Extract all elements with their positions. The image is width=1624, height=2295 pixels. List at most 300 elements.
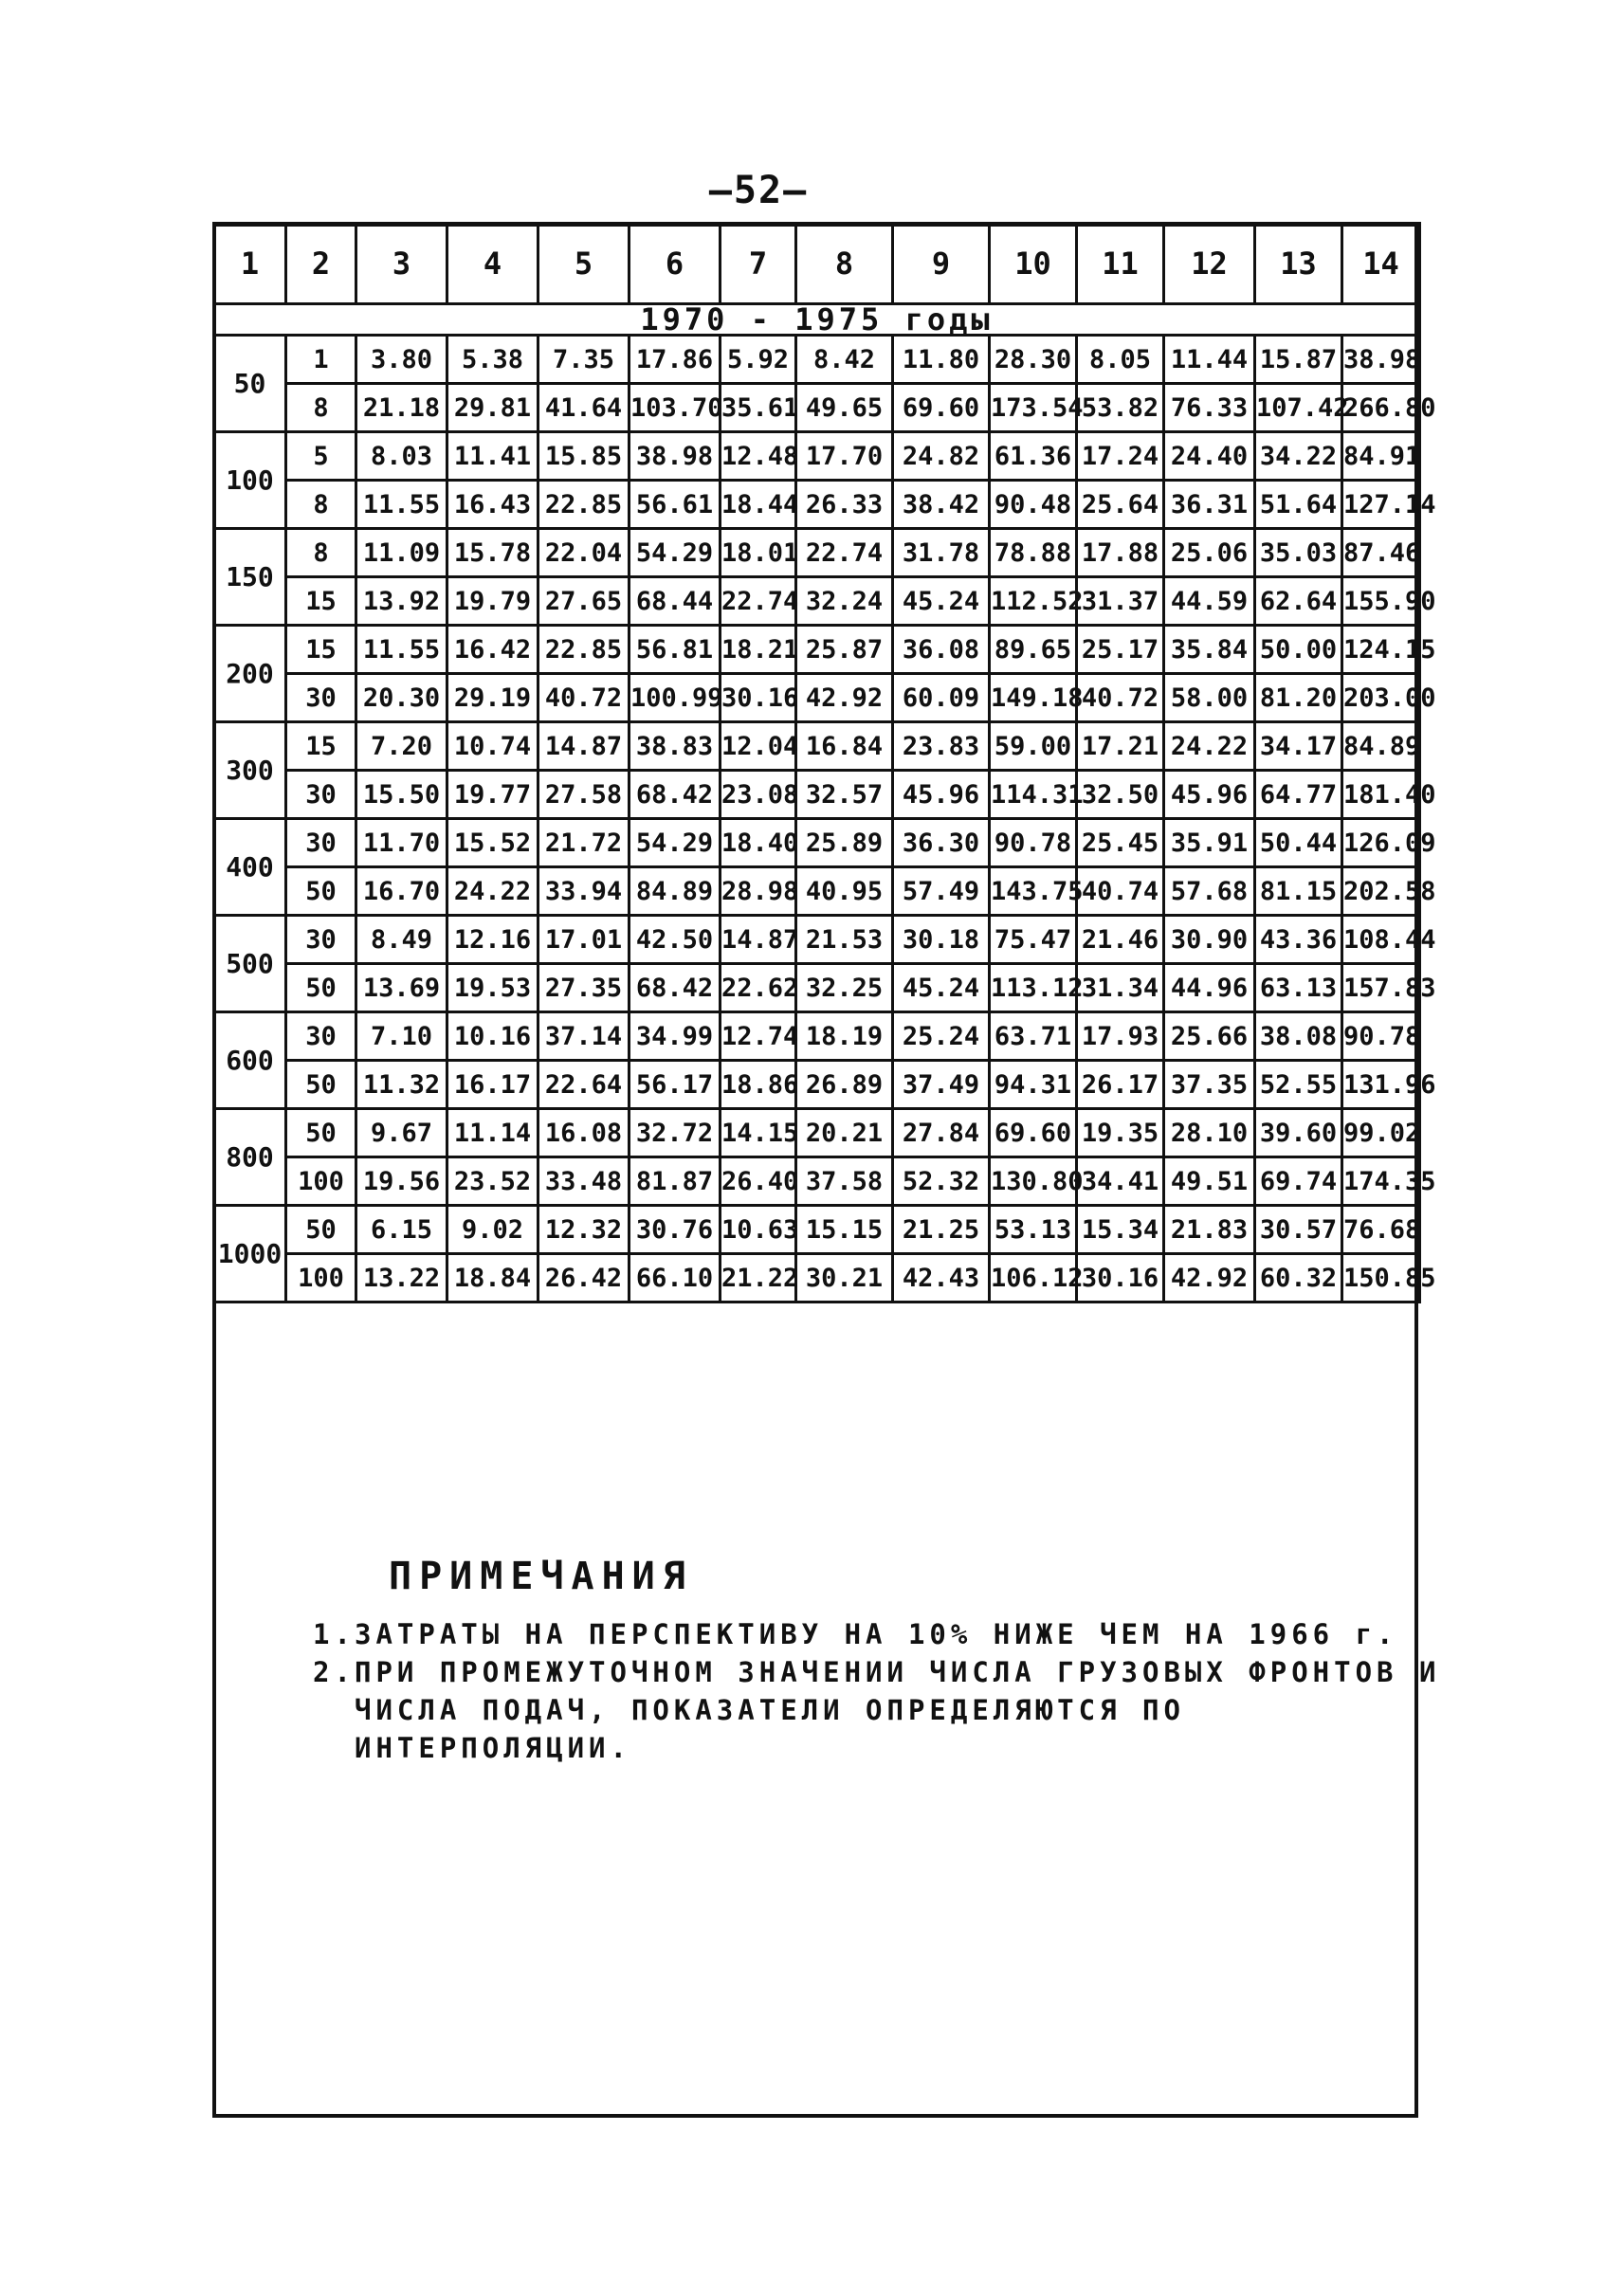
value-cell: 11.14	[447, 1109, 538, 1157]
value-cell: 21.18	[356, 384, 447, 432]
column-header: 10	[990, 224, 1077, 304]
capacity-cell: 500	[214, 916, 286, 1012]
column-header: 13	[1255, 224, 1342, 304]
value-cell: 84.91	[1342, 432, 1420, 481]
value-cell: 34.22	[1255, 432, 1342, 481]
value-cell: 38.83	[630, 722, 721, 771]
value-cell: 31.78	[893, 529, 990, 577]
value-cell: 28.10	[1164, 1109, 1255, 1157]
value-cell: 24.82	[893, 432, 990, 481]
value-cell: 28.30	[990, 336, 1077, 384]
value-cell: 29.81	[447, 384, 538, 432]
table-row	[214, 1254, 1420, 1302]
table-row	[214, 819, 1420, 867]
value-cell: 68.42	[630, 771, 721, 819]
value-cell: 112.52	[990, 577, 1077, 626]
table-row	[214, 481, 1420, 529]
table-row	[214, 1109, 1420, 1157]
value-cell: 28.98	[721, 867, 796, 916]
value-cell: 23.83	[893, 722, 990, 771]
value-cell: 106.12	[990, 1254, 1077, 1302]
notes-section	[313, 1555, 1451, 1767]
value-cell: 40.72	[538, 674, 630, 722]
value-cell: 35.61	[721, 384, 796, 432]
value-cell: 62.64	[1255, 577, 1342, 626]
value-cell: 32.72	[630, 1109, 721, 1157]
value-cell: 173.54	[990, 384, 1077, 432]
value-cell: 76.33	[1164, 384, 1255, 432]
value-cell: 18.44	[721, 481, 796, 529]
value-cell: 58.00	[1164, 674, 1255, 722]
value-cell: 18.01	[721, 529, 796, 577]
value-cell: 5.92	[721, 336, 796, 384]
value-cell: 24.22	[1164, 722, 1255, 771]
value-cell: 57.49	[893, 867, 990, 916]
value-cell: 30.16	[1077, 1254, 1164, 1302]
value-cell: 7.35	[538, 336, 630, 384]
value-cell: 42.43	[893, 1254, 990, 1302]
column-header: 1	[214, 224, 286, 304]
value-cell: 87.46	[1342, 529, 1420, 577]
value-cell: 30.57	[1255, 1206, 1342, 1254]
column-header: 9	[893, 224, 990, 304]
value-cell: 34.17	[1255, 722, 1342, 771]
value-cell: 37.49	[893, 1061, 990, 1109]
value-cell: 44.59	[1164, 577, 1255, 626]
value-cell: 54.29	[630, 819, 721, 867]
value-cell: 181.40	[1342, 771, 1420, 819]
value-cell: 130.80	[990, 1157, 1077, 1206]
value-cell: 89.65	[990, 626, 1077, 674]
value-cell: 14.87	[538, 722, 630, 771]
value-cell: 40.95	[796, 867, 893, 916]
table-row	[214, 867, 1420, 916]
value-cell: 107.42	[1255, 384, 1342, 432]
value-cell: 11.55	[356, 626, 447, 674]
table-row	[214, 674, 1420, 722]
value-cell: 13.22	[356, 1254, 447, 1302]
value-cell: 8.49	[356, 916, 447, 964]
data-table	[212, 222, 1436, 1303]
col2-cell: 50	[286, 1109, 356, 1157]
value-cell: 33.94	[538, 867, 630, 916]
table-row	[214, 1012, 1420, 1061]
value-cell: 54.29	[630, 529, 721, 577]
col2-cell: 30	[286, 819, 356, 867]
header-row	[214, 224, 1420, 304]
value-cell: 33.48	[538, 1157, 630, 1206]
value-cell: 63.71	[990, 1012, 1077, 1061]
value-cell: 14.15	[721, 1109, 796, 1157]
value-cell: 81.15	[1255, 867, 1342, 916]
value-cell: 11.55	[356, 481, 447, 529]
column-header: 8	[796, 224, 893, 304]
table-row	[214, 1206, 1420, 1254]
value-cell: 174.35	[1342, 1157, 1420, 1206]
col2-cell: 50	[286, 1206, 356, 1254]
value-cell: 11.41	[447, 432, 538, 481]
value-cell: 114.31	[990, 771, 1077, 819]
value-cell: 113.12	[990, 964, 1077, 1012]
value-cell: 34.41	[1077, 1157, 1164, 1206]
value-cell: 17.21	[1077, 722, 1164, 771]
value-cell: 9.67	[356, 1109, 447, 1157]
capacity-cell: 50	[214, 336, 286, 432]
value-cell: 32.50	[1077, 771, 1164, 819]
value-cell: 21.46	[1077, 916, 1164, 964]
value-cell: 94.31	[990, 1061, 1077, 1109]
value-cell: 37.35	[1164, 1061, 1255, 1109]
value-cell: 20.21	[796, 1109, 893, 1157]
value-cell: 25.24	[893, 1012, 990, 1061]
capacity-cell: 800	[214, 1109, 286, 1206]
column-header: 5	[538, 224, 630, 304]
value-cell: 24.22	[447, 867, 538, 916]
value-cell: 15.85	[538, 432, 630, 481]
value-cell: 149.18	[990, 674, 1077, 722]
col2-cell: 50	[286, 964, 356, 1012]
value-cell: 90.78	[1342, 1012, 1420, 1061]
col2-cell: 15	[286, 577, 356, 626]
value-cell: 27.65	[538, 577, 630, 626]
value-cell: 42.92	[1164, 1254, 1255, 1302]
value-cell: 35.03	[1255, 529, 1342, 577]
value-cell: 16.43	[447, 481, 538, 529]
value-cell: 66.10	[630, 1254, 721, 1302]
value-cell: 12.74	[721, 1012, 796, 1061]
value-cell: 16.17	[447, 1061, 538, 1109]
value-cell: 45.24	[893, 964, 990, 1012]
capacity-cell: 150	[214, 529, 286, 626]
period-row	[214, 304, 1420, 336]
col2-cell: 100	[286, 1157, 356, 1206]
value-cell: 13.69	[356, 964, 447, 1012]
value-cell: 37.58	[796, 1157, 893, 1206]
value-cell: 21.25	[893, 1206, 990, 1254]
value-cell: 9.02	[447, 1206, 538, 1254]
note-item	[313, 1615, 1451, 1653]
value-cell: 202.58	[1342, 867, 1420, 916]
value-cell: 8.05	[1077, 336, 1164, 384]
value-cell: 99.02	[1342, 1109, 1420, 1157]
col2-cell: 8	[286, 481, 356, 529]
value-cell: 43.36	[1255, 916, 1342, 964]
col2-cell: 30	[286, 1012, 356, 1061]
value-cell: 81.20	[1255, 674, 1342, 722]
table-row	[214, 771, 1420, 819]
value-cell: 90.48	[990, 481, 1077, 529]
value-cell: 22.64	[538, 1061, 630, 1109]
value-cell: 69.74	[1255, 1157, 1342, 1206]
col2-cell: 15	[286, 722, 356, 771]
value-cell: 157.83	[1342, 964, 1420, 1012]
page-number: –52–	[708, 169, 809, 212]
value-cell: 56.17	[630, 1061, 721, 1109]
value-cell: 21.72	[538, 819, 630, 867]
value-cell: 19.56	[356, 1157, 447, 1206]
value-cell: 44.96	[1164, 964, 1255, 1012]
column-header: 7	[721, 224, 796, 304]
col2-cell: 8	[286, 384, 356, 432]
value-cell: 30.16	[721, 674, 796, 722]
value-cell: 52.55	[1255, 1061, 1342, 1109]
capacity-cell: 1000	[214, 1206, 286, 1302]
value-cell: 203.00	[1342, 674, 1420, 722]
value-cell: 38.08	[1255, 1012, 1342, 1061]
value-cell: 40.74	[1077, 867, 1164, 916]
value-cell: 60.32	[1255, 1254, 1342, 1302]
value-cell: 32.57	[796, 771, 893, 819]
value-cell: 12.04	[721, 722, 796, 771]
value-cell: 18.84	[447, 1254, 538, 1302]
value-cell: 18.86	[721, 1061, 796, 1109]
value-cell: 16.08	[538, 1109, 630, 1157]
value-cell: 18.19	[796, 1012, 893, 1061]
value-cell: 15.50	[356, 771, 447, 819]
value-cell: 57.68	[1164, 867, 1255, 916]
value-cell: 8.03	[356, 432, 447, 481]
value-cell: 19.79	[447, 577, 538, 626]
value-cell: 60.09	[893, 674, 990, 722]
note-item	[313, 1653, 1451, 1767]
value-cell: 12.16	[447, 916, 538, 964]
value-cell: 7.10	[356, 1012, 447, 1061]
value-cell: 26.40	[721, 1157, 796, 1206]
value-cell: 14.87	[721, 916, 796, 964]
value-cell: 10.16	[447, 1012, 538, 1061]
value-cell: 17.88	[1077, 529, 1164, 577]
value-cell: 131.96	[1342, 1061, 1420, 1109]
value-cell: 16.84	[796, 722, 893, 771]
col2-cell: 50	[286, 867, 356, 916]
note-text: ПРИ ПРОМЕЖУТОЧНОМ ЗНАЧЕНИИ ЧИСЛА ГРУЗОВЫХ ФРОНТОВ И ЧИСЛА ПОДАЧ, ПОКАЗАТЕЛИ ОПРЕДЕЛЯЮТСЯ ПО ИНТЕРПОЛЯЦИИ.	[355, 1656, 1441, 1764]
value-cell: 25.66	[1164, 1012, 1255, 1061]
value-cell: 103.70	[630, 384, 721, 432]
value-cell: 11.44	[1164, 336, 1255, 384]
value-cell: 26.17	[1077, 1061, 1164, 1109]
value-cell: 150.85	[1342, 1254, 1420, 1302]
column-header: 6	[630, 224, 721, 304]
value-cell: 19.53	[447, 964, 538, 1012]
value-cell: 69.60	[893, 384, 990, 432]
value-cell: 32.25	[796, 964, 893, 1012]
value-cell: 50.00	[1255, 626, 1342, 674]
value-cell: 68.44	[630, 577, 721, 626]
value-cell: 75.47	[990, 916, 1077, 964]
value-cell: 42.92	[796, 674, 893, 722]
value-cell: 27.84	[893, 1109, 990, 1157]
value-cell: 12.48	[721, 432, 796, 481]
value-cell: 38.42	[893, 481, 990, 529]
value-cell: 27.58	[538, 771, 630, 819]
value-cell: 56.81	[630, 626, 721, 674]
value-cell: 22.85	[538, 481, 630, 529]
value-cell: 13.92	[356, 577, 447, 626]
col2-cell: 15	[286, 626, 356, 674]
value-cell: 8.42	[796, 336, 893, 384]
capacity-cell: 300	[214, 722, 286, 819]
value-cell: 53.13	[990, 1206, 1077, 1254]
value-cell: 100.99	[630, 674, 721, 722]
note-text: ЗАТРАТЫ НА ПЕРСПЕКТИВУ НА 10% НИЖЕ ЧЕМ НА 1966 г.	[355, 1618, 1398, 1650]
value-cell: 17.70	[796, 432, 893, 481]
value-cell: 19.35	[1077, 1109, 1164, 1157]
table-row	[214, 432, 1420, 481]
value-cell: 34.99	[630, 1012, 721, 1061]
value-cell: 49.51	[1164, 1157, 1255, 1206]
value-cell: 29.19	[447, 674, 538, 722]
value-cell: 21.83	[1164, 1206, 1255, 1254]
capacity-cell: 600	[214, 1012, 286, 1109]
value-cell: 7.20	[356, 722, 447, 771]
table-row	[214, 336, 1420, 384]
column-header: 14	[1342, 224, 1420, 304]
value-cell: 59.00	[990, 722, 1077, 771]
value-cell: 15.87	[1255, 336, 1342, 384]
table-row	[214, 722, 1420, 771]
value-cell: 25.45	[1077, 819, 1164, 867]
value-cell: 36.30	[893, 819, 990, 867]
value-cell: 25.06	[1164, 529, 1255, 577]
value-cell: 45.96	[1164, 771, 1255, 819]
column-header: 11	[1077, 224, 1164, 304]
value-cell: 11.09	[356, 529, 447, 577]
col2-cell: 50	[286, 1061, 356, 1109]
value-cell: 41.64	[538, 384, 630, 432]
value-cell: 17.86	[630, 336, 721, 384]
value-cell: 84.89	[1342, 722, 1420, 771]
value-cell: 124.15	[1342, 626, 1420, 674]
value-cell: 38.98	[1342, 336, 1420, 384]
value-cell: 56.61	[630, 481, 721, 529]
value-cell: 108.44	[1342, 916, 1420, 964]
value-cell: 15.34	[1077, 1206, 1164, 1254]
value-cell: 76.68	[1342, 1206, 1420, 1254]
value-cell: 26.42	[538, 1254, 630, 1302]
value-cell: 25.64	[1077, 481, 1164, 529]
value-cell: 16.70	[356, 867, 447, 916]
value-cell: 32.24	[796, 577, 893, 626]
column-header: 12	[1164, 224, 1255, 304]
col2-cell: 8	[286, 529, 356, 577]
value-cell: 25.89	[796, 819, 893, 867]
value-cell: 25.87	[796, 626, 893, 674]
note-number: 1.	[313, 1618, 356, 1650]
notes-title: ПРИМЕЧАНИЯ	[389, 1555, 693, 1598]
value-cell: 10.63	[721, 1206, 796, 1254]
col2-cell: 1	[286, 336, 356, 384]
value-cell: 45.24	[893, 577, 990, 626]
value-cell: 81.87	[630, 1157, 721, 1206]
value-cell: 18.40	[721, 819, 796, 867]
value-cell: 24.40	[1164, 432, 1255, 481]
capacity-cell: 400	[214, 819, 286, 916]
value-cell: 16.42	[447, 626, 538, 674]
value-cell: 17.01	[538, 916, 630, 964]
value-cell: 18.21	[721, 626, 796, 674]
capacity-cell: 100	[214, 432, 286, 529]
column-header: 4	[447, 224, 538, 304]
value-cell: 30.21	[796, 1254, 893, 1302]
col2-cell: 30	[286, 916, 356, 964]
value-cell: 50.44	[1255, 819, 1342, 867]
value-cell: 11.32	[356, 1061, 447, 1109]
value-cell: 22.74	[796, 529, 893, 577]
value-cell: 42.50	[630, 916, 721, 964]
value-cell: 127.14	[1342, 481, 1420, 529]
value-cell: 35.84	[1164, 626, 1255, 674]
value-cell: 37.14	[538, 1012, 630, 1061]
value-cell: 31.34	[1077, 964, 1164, 1012]
value-cell: 31.37	[1077, 577, 1164, 626]
table-row	[214, 964, 1420, 1012]
value-cell: 53.82	[1077, 384, 1164, 432]
value-cell: 17.24	[1077, 432, 1164, 481]
value-cell: 30.90	[1164, 916, 1255, 964]
value-cell: 15.52	[447, 819, 538, 867]
value-cell: 36.31	[1164, 481, 1255, 529]
value-cell: 20.30	[356, 674, 447, 722]
value-cell: 35.91	[1164, 819, 1255, 867]
value-cell: 5.38	[447, 336, 538, 384]
value-cell: 21.53	[796, 916, 893, 964]
value-cell: 11.70	[356, 819, 447, 867]
value-cell: 68.42	[630, 964, 721, 1012]
value-cell: 52.32	[893, 1157, 990, 1206]
value-cell: 22.85	[538, 626, 630, 674]
col2-cell: 5	[286, 432, 356, 481]
value-cell: 40.72	[1077, 674, 1164, 722]
value-cell: 84.89	[630, 867, 721, 916]
value-cell: 12.32	[538, 1206, 630, 1254]
value-cell: 21.22	[721, 1254, 796, 1302]
table-row	[214, 1157, 1420, 1206]
value-cell: 22.74	[721, 577, 796, 626]
value-cell: 36.08	[893, 626, 990, 674]
value-cell: 143.75	[990, 867, 1077, 916]
value-cell: 38.98	[630, 432, 721, 481]
value-cell: 63.13	[1255, 964, 1342, 1012]
value-cell: 90.78	[990, 819, 1077, 867]
value-cell: 15.78	[447, 529, 538, 577]
table-row	[214, 1061, 1420, 1109]
value-cell: 51.64	[1255, 481, 1342, 529]
column-header: 3	[356, 224, 447, 304]
value-cell: 155.90	[1342, 577, 1420, 626]
value-cell: 45.96	[893, 771, 990, 819]
value-cell: 78.88	[990, 529, 1077, 577]
value-cell: 49.65	[796, 384, 893, 432]
value-cell: 23.52	[447, 1157, 538, 1206]
value-cell: 26.33	[796, 481, 893, 529]
value-cell: 10.74	[447, 722, 538, 771]
column-header: 2	[286, 224, 356, 304]
value-cell: 6.15	[356, 1206, 447, 1254]
value-cell: 69.60	[990, 1109, 1077, 1157]
period-label: 1970 - 1975 годы	[214, 304, 1420, 336]
value-cell: 23.08	[721, 771, 796, 819]
table-row	[214, 626, 1420, 674]
value-cell: 15.15	[796, 1206, 893, 1254]
value-cell: 61.36	[990, 432, 1077, 481]
value-cell: 17.93	[1077, 1012, 1164, 1061]
value-cell: 27.35	[538, 964, 630, 1012]
value-cell: 126.09	[1342, 819, 1420, 867]
value-cell: 266.80	[1342, 384, 1420, 432]
note-number: 2.	[313, 1656, 356, 1688]
value-cell: 25.17	[1077, 626, 1164, 674]
table-row	[214, 529, 1420, 577]
